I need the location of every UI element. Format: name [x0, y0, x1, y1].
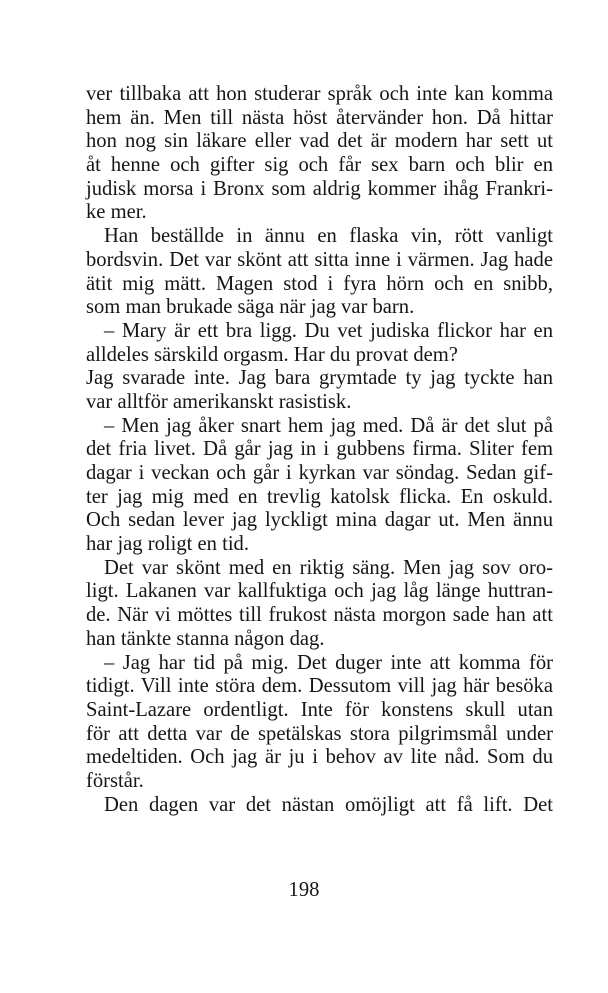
text-line: tidigt. Vill inte störa dem. Dessutom vill jag här besöka — [86, 675, 553, 698]
text-line: alldeles särskild orgasm. Har du provat dem? — [86, 343, 458, 366]
text-line: ke mer. — [86, 201, 147, 224]
text-line: ligt. Lakanen var kallfuktiga och jag låg länge huttran- — [86, 580, 553, 603]
text-line: som man brukade säga när jag var barn. — [86, 296, 415, 319]
text-line: åt henne och gifter sig och får sex barn och blir en — [86, 154, 553, 177]
text-line: ver tillbaka att hon studerar språk och inte kan komma — [86, 83, 553, 105]
text-line: – Mary är ett bra ligg. Du vet judiska flickor har en — [104, 319, 553, 342]
body-text — [86, 83, 553, 817]
text-line: hon nog sin läkare eller vad det är modern har sett ut — [86, 130, 553, 153]
text-line: ätit mig mätt. Magen stod i fyra hörn och en snibb, — [86, 272, 553, 295]
text-line: – Jag har tid på mig. Det duger inte att komma för — [104, 651, 553, 674]
text-line: var alltför amerikanskt rasistisk. — [86, 390, 352, 413]
text-line: förstår. — [86, 769, 144, 792]
text-line: medeltiden. Och jag är ju i behov av lite nåd. Som du — [86, 746, 553, 769]
text-line: judisk morsa i Bronx som aldrig kommer ihåg Frankri- — [86, 177, 553, 200]
text-line: Han beställde in ännu en flaska vin, rött vanligt — [104, 225, 553, 248]
text-line: de. När vi möttes till frukost nästa morgon sade han att — [86, 604, 553, 627]
text-line: hem än. Men till nästa höst återvänder hon. Då hittar — [86, 106, 553, 129]
text-line: Och sedan lever jag lyckligt mina dagar ut. Men ännu — [86, 509, 553, 532]
text-line: Jag svarade inte. Jag bara grymtade ty jag tyckte han — [86, 367, 553, 390]
text-line: dagar i veckan och går i kyrkan var söndag. Sedan gif- — [86, 462, 553, 484]
text-line: Det var skönt med en riktig säng. Men jag sov oro- — [104, 556, 553, 579]
page-number: 198 — [288, 879, 320, 901]
text-line: för att detta var de spetälskas stora pilgrimsmål under — [86, 722, 553, 745]
text-line: ter jag mig med en trevlig katolsk flicka. En oskuld. — [86, 485, 553, 508]
text-line: bordsvin. Det var skönt att sitta inne i värmen. Jag hade — [86, 248, 553, 271]
text-line: han tänkte stanna någon dag. — [86, 627, 325, 650]
text-line: det fria livet. Då går jag in i gubbens firma. Sliter fem — [86, 438, 553, 461]
text-line: har jag roligt en tid. — [86, 533, 249, 556]
text-line: – Men jag åker snart hem jag med. Då är det slut på — [104, 414, 553, 437]
text-line: Den dagen var det nästan omöjligt att få lift. Det — [104, 793, 553, 816]
text-line: Saint-Lazare ordentligt. Inte för konstens skull utan — [86, 698, 553, 721]
